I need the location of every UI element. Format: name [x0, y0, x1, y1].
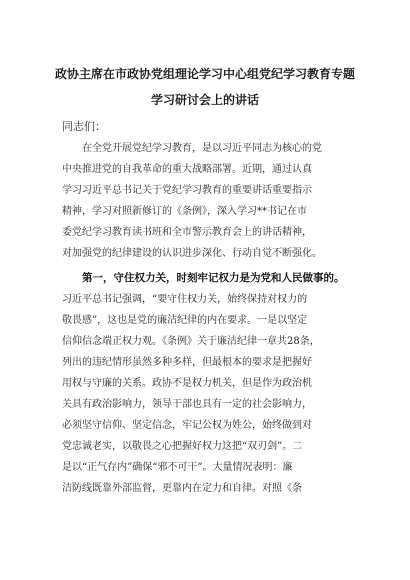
paragraph-2-line: 习近平总书记强调，“要守住权力关，始终保持对权力的: [62, 294, 308, 305]
paragraph-2-line: 必须坚守信仰、坚定信念，牢记公权为姓公，始终做到对: [62, 420, 312, 431]
paragraph-2-line: 是以“正气存内”确保“邪不可干”。大量情况表明：廉: [62, 462, 293, 473]
paragraph-1-line: 中央推进党的自我革命的重大战略部署。近期，通过认真: [62, 164, 312, 175]
document-title-line-2: 学习研讨会上的讲话: [150, 93, 259, 107]
paragraph-2-line: 信仰信念端正权力观。《条例》关于廉洁纪律一章共28条，: [62, 336, 320, 347]
paragraph-2-line: 用权与守廉的关系。政协不是权力机关，但是作为政治机: [62, 378, 312, 389]
document-title-line-1: 政协主席在市政协党组理论学习中心组党纪学习教育专题: [54, 67, 355, 81]
paragraph-1-line: 在全党开展党纪学习教育，是以习近平同志为核心的党: [82, 143, 322, 154]
paragraph-2-line: 关具有政治影响力，领导干部也具有一定的社会影响力，: [62, 399, 312, 410]
paragraph-2-line: 洁防线既靠外部监督，更靠内在定力和自律。对照《条: [62, 483, 302, 494]
paragraph-1-line: 对加强党的纪律建设的认识进步深化、行动自觉不断强化。: [62, 248, 322, 259]
paragraph-1-line: 精神，学习对照新修订的《条例》，深入学习**书记在市: [62, 206, 307, 217]
paragraph-2-line: 党忠诚老实，以敬畏之心把握好权力这把“双刃剑”。二: [62, 441, 303, 452]
paragraph-1-line: 委党纪学习教育读书班和全市警示教育会上的讲话精神，: [62, 227, 312, 238]
paragraph-2-line: 敬畏感”，这也是党的廉洁纪律的内在要求。一是以坚定: [62, 315, 308, 326]
section-heading-1: 第一，守住权力关，时刻牢记权力是为党和人民做事的。: [82, 272, 345, 284]
paragraph-1-line: 学习习近平总书记关于党纪学习教育的重要讲话重要指示: [62, 185, 312, 196]
salutation: 同志们：: [62, 120, 106, 133]
paragraph-2-line: 列出的违纪情形虽然多种多样，但最根本的要求是把握好: [62, 357, 312, 368]
